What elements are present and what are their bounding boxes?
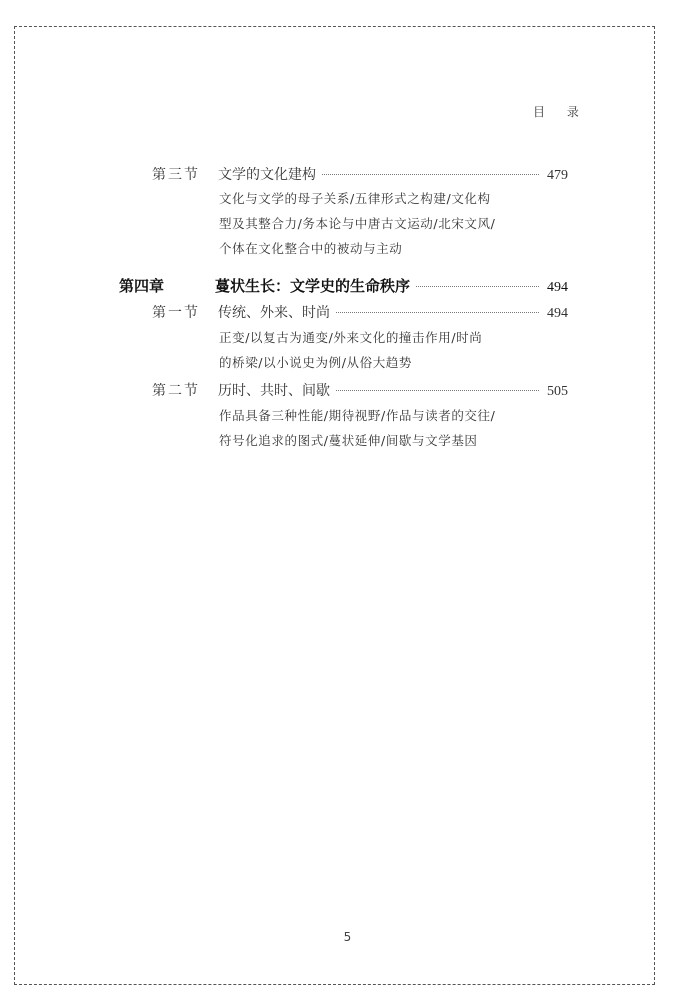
page-number: 5 — [343, 930, 352, 944]
summary-line: 文化与文学的母子关系/五律形式之构建/文化构 — [219, 191, 491, 206]
toc-entry-title: 历时、共时、间歇 — [218, 383, 330, 399]
toc-entry-section-1[interactable] — [152, 302, 568, 322]
summary-line: 作品具备三种性能/期待视野/作品与读者的交往/ — [219, 408, 496, 423]
toc-entry-label: 第一节 — [152, 305, 200, 321]
toc-entry-page: 505 — [547, 384, 568, 399]
toc-entry-title: 文学的文化建构 — [218, 167, 316, 183]
toc-entry-title: 蔓状生长：文学史的生命秩序 — [215, 277, 411, 295]
summary-line: 型及其整合力/务本论与中唐古文运动/北宋文风/ — [219, 216, 496, 231]
running-head: 目 录 — [533, 105, 588, 119]
toc-entry-chapter-4[interactable] — [119, 275, 568, 296]
toc-entry-section-2[interactable] — [152, 380, 568, 400]
toc-entry-page: 494 — [547, 306, 568, 321]
summary-line: 的桥梁/以小说史为例/从俗大趋势 — [219, 355, 413, 370]
summary-line: 正变/以复古为通变/外来文化的撞击作用/时尚 — [219, 330, 483, 345]
toc-entry-label: 第二节 — [152, 383, 200, 399]
toc-entry-summary — [219, 403, 539, 453]
toc-entry-summary — [219, 186, 539, 261]
summary-line: 个体在文化整合中的被动与主动 — [219, 241, 403, 256]
dot-leader — [336, 390, 539, 391]
dot-leader — [416, 286, 539, 287]
dot-leader — [336, 312, 539, 313]
toc-entry-section-3[interactable] — [152, 164, 568, 184]
dot-leader — [322, 174, 539, 175]
toc-entry-page: 479 — [547, 168, 568, 183]
toc-entry-title: 传统、外来、时尚 — [218, 305, 330, 321]
toc-entry-summary — [219, 325, 539, 375]
toc-entry-label: 第三节 — [152, 167, 200, 183]
toc-entry-label: 第四章 — [119, 277, 165, 295]
toc-entry-page: 494 — [547, 280, 568, 295]
summary-line: 符号化追求的图式/蔓状延伸/间歇与文学基因 — [219, 433, 478, 448]
